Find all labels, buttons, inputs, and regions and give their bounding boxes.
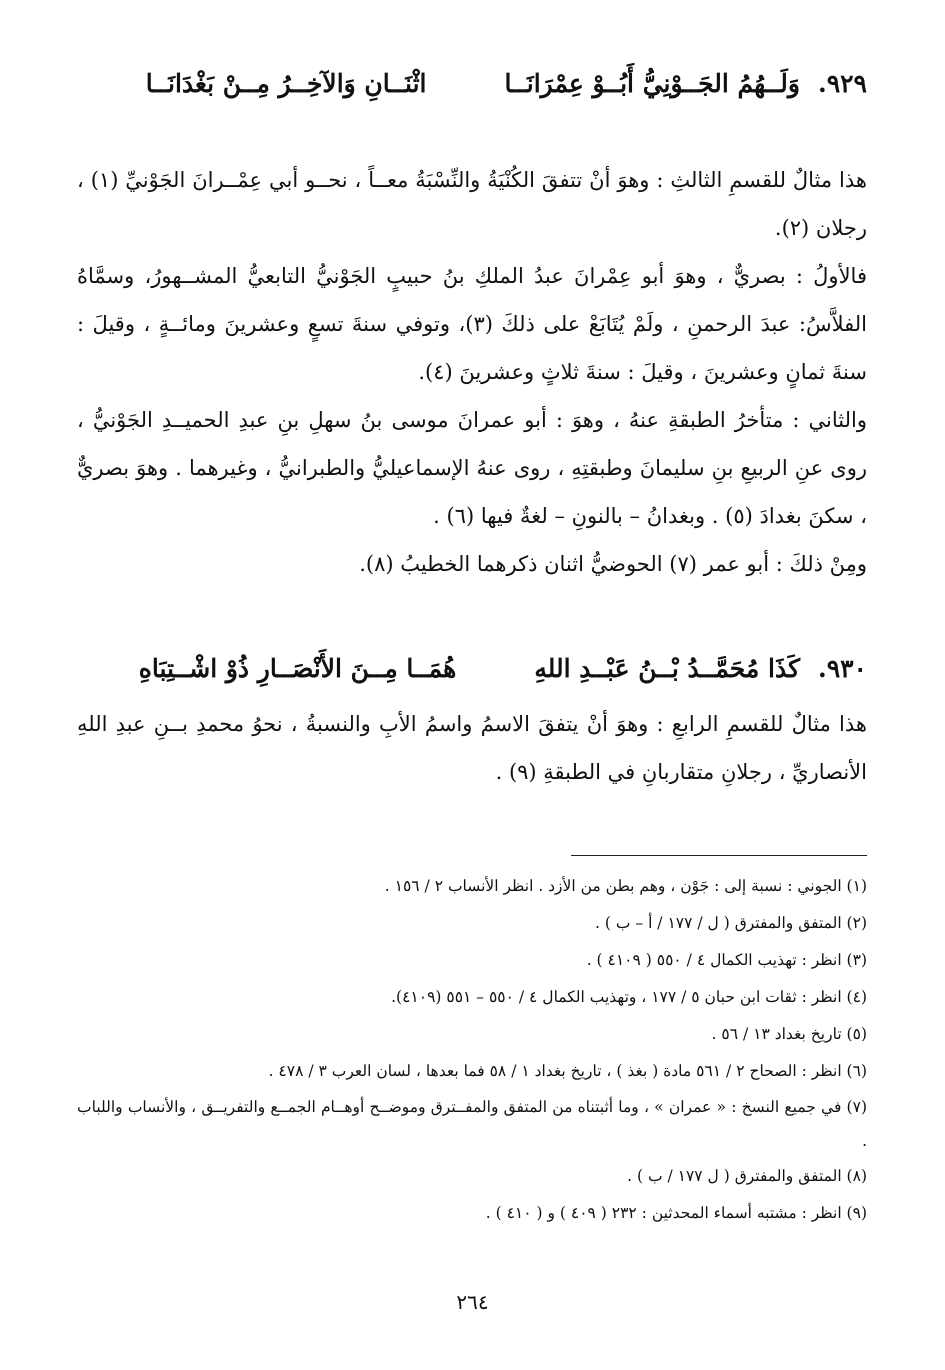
footnotes [77, 868, 867, 1232]
footnote: (٦) انظر : الصحاح ٢ / ٥٦١ مادة ( بغذ ) ، تاريخ بغداد ١ / ٥٨ فما بعدها ، لسان العرب ٣ / ٤٧٨ . [268, 1062, 867, 1080]
verse-hemistich-first: كَذَا مُحَمَّــدُ بْــنُ عَبْــدِ اللهِ [534, 653, 800, 683]
verse-hemistich-second: هُمَــا مِــنَ الأَنْصَــارِ ذُوْ اشْــتِبَاهِ [138, 653, 457, 683]
footnote: (٣) انظر : تهذيب الكمال ٤ / ٥٥٠ ( ٤١٠٩ ) . [586, 951, 867, 969]
page-number: ٢٦٤ [456, 1290, 489, 1314]
footnote-divider [571, 855, 867, 856]
commentary-paragraph: والثاني : متأخرُ الطبقةِ عنهُ ، وهوَ : أبو عمرانَ موسى بنُ سهلِ بنِ عبدِ الحميــدِ الجَوْنيُّ ، روى عنِ الربيعِ بنِ سليمانَ وطبقتِهِ ، روى عنهُ الإسماعيليُّ والطبرانيُّ ، وغيرهما . وهوَ بصريٌّ ، سكنَ بغدادَ (٥) . وبغدانُ – بالنونِ – لغةٌ فيها (٦) . [77, 408, 867, 528]
commentary-paragraph: فالأولُ : بصريٌّ ، وهوَ أبو عِمْرانَ عبدُ الملكِ بنُ حبيبٍ الجَوْنيُّ التابعيُّ المشــهورُ، وسمَّاهُ الفلاَّسُ: عبدَ الرحمنِ ، ولَمْ يُتَابَعْ على ذلكَ (٣)، وتوفي سنةَ تسعٍ وعشرينَ ومائــةٍ ، وقيلَ : سنةَ ثمانٍ وعشرينَ ، وقيلَ : سنةَ ثلاثٍ وعشرينَ (٤). [77, 264, 867, 384]
verse-hemistich-first: وَلَــهُمُ الجَــوْنِيُّ أَبُــوْ عِمْرَانَــا [504, 68, 800, 98]
commentary-paragraph: ومِنْ ذلكَ : أبو عمر (٧) الحوضيُّ اثنان ذكرهما الخطيبُ (٨). [359, 552, 867, 576]
footnote: (٤) انظر : ثقات ابن حبان ٥ / ١٧٧ ، وتهذيب الكمال ٤ / ٥٥٠ – ٥٥١ (٤١٠٩). [391, 988, 867, 1006]
commentary-930 [77, 700, 867, 796]
commentary-paragraph: هذا مثالٌ للقسمِ الثالثِ : وهوَ أنْ تتفقَ الكُنْيَةُ والنِّسْبَةُ معــاً ، نحــو أبي عِمْــرانَ الجَوْنيِّ (١) ، رجلان (٢). [77, 168, 867, 240]
verse-number: ٩٢٩. [817, 68, 867, 98]
verse-number: ٩٣٠. [817, 653, 867, 683]
footnote: (٥) تاريخ بغداد ١٣ / ٥٦ . [711, 1025, 867, 1043]
verse-929 [77, 62, 867, 104]
footnote: (١) الجوني : نسبة إلى : جَوْن ، وهم بطن من الأزد . انظر الأنساب ٢ / ١٥٦ . [384, 877, 867, 895]
commentary-paragraph: هذا مثالٌ للقسمِ الرابعِ : وهوَ أنْ يتفقَ الاسمُ واسمُ الأبِ والنسبةُ ، نحوُ محمدِ بــنِ عبدِ اللهِ الأنصاريِّ ، رجلانِ متقاربانِ في الطبقةِ (٩) . [77, 712, 867, 784]
footnote: (٢) المتفق والمفترق ( ل / ١٧٧ / أ – ب ) . [595, 914, 867, 932]
footnote: (٨) المتفق والمفترق ( ل ١٧٧ / ب ) . [627, 1167, 867, 1185]
verse-hemistich-second: اثْنَــانِ وَالآخِــرُ مِــنْ بَغْدَانَــا [145, 68, 427, 98]
footnote: (٧) في جميع النسخ : « عمران » ، وما أثبتناه من المتفق والمفــترق وموضــح أوهــام الجمــع والتفريــق ، والأنساب واللباب . [77, 1098, 867, 1150]
verse-930 [77, 647, 867, 689]
footnote: (٩) انظر : مشتبه أسماء المحدثين : ٢٣٢ ( ٤٠٩ ) و ( ٤١٠ ) . [485, 1204, 867, 1222]
commentary-929 [77, 156, 867, 588]
